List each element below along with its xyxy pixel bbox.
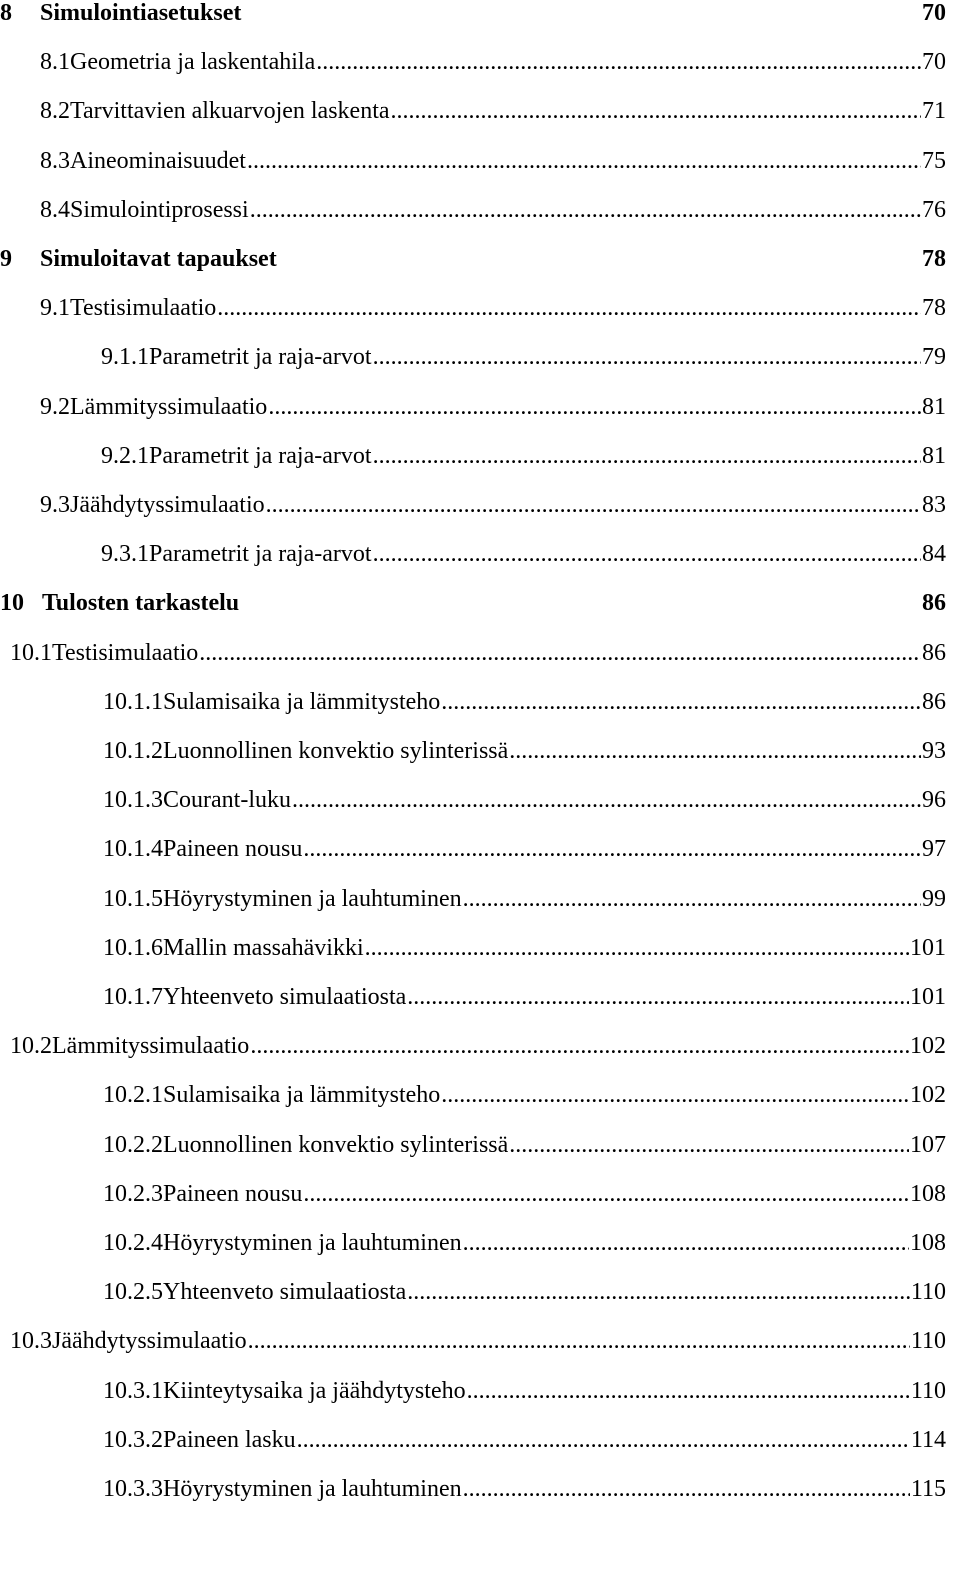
toc-entry-number: 10.2.2 bbox=[103, 1131, 163, 1158]
toc-entry-number: 10.3 bbox=[10, 1328, 52, 1355]
toc-entry[interactable] bbox=[103, 780, 946, 820]
toc-entry-number: 10 bbox=[0, 590, 24, 617]
toc-entry-title: Testisimulaatio bbox=[52, 639, 199, 666]
toc-entry-page: 101 bbox=[910, 984, 946, 1010]
toc-leader-dots bbox=[463, 1223, 909, 1263]
toc-entry-title: Mallin massahävikki bbox=[163, 934, 364, 961]
toc-entry-number: 10.2.4 bbox=[103, 1230, 163, 1256]
toc-entry-page: 114 bbox=[910, 1426, 946, 1453]
toc-entry-number: 10.1 bbox=[10, 639, 52, 666]
toc-entry-number: 9.1 bbox=[40, 295, 70, 322]
toc-entry[interactable] bbox=[101, 337, 946, 377]
toc-entry-number: 9.3.1 bbox=[101, 541, 149, 568]
toc-entry-number: 10.1.2 bbox=[103, 738, 163, 764]
toc-entry-page: 93 bbox=[922, 738, 946, 764]
toc-entry-title: Aineominaisuudet bbox=[70, 147, 246, 174]
toc-entry[interactable] bbox=[103, 977, 946, 1017]
toc-entry-title: Lämmityssimulaatio bbox=[52, 1033, 250, 1060]
toc-entry-number: 10.1.3 bbox=[103, 787, 163, 814]
toc-leader-dots bbox=[407, 1272, 910, 1312]
toc-entry[interactable] bbox=[40, 141, 946, 181]
toc-entry-number: 8.4 bbox=[40, 196, 70, 223]
toc-entry-number: 10.2.3 bbox=[103, 1180, 163, 1207]
toc-entry-number: 8 bbox=[0, 0, 12, 26]
toc-entry-page: 96 bbox=[922, 787, 946, 814]
toc-entry-page: 71 bbox=[922, 98, 946, 125]
toc-leader-dots bbox=[373, 534, 921, 574]
toc-entry-page: 110 bbox=[910, 1377, 946, 1404]
toc-leader-dots bbox=[441, 1075, 909, 1115]
toc-entry[interactable] bbox=[103, 1174, 946, 1214]
toc-entry-number: 9.2 bbox=[40, 393, 70, 420]
toc-entry-number: 9.3 bbox=[40, 492, 70, 518]
toc-entry[interactable] bbox=[101, 534, 946, 574]
toc-entry-number: 10.1.6 bbox=[103, 934, 163, 961]
toc-leader-dots bbox=[250, 1026, 909, 1066]
toc-entry-title: Simuloitavat tapaukset bbox=[40, 246, 277, 272]
toc-entry[interactable] bbox=[0, 239, 946, 279]
toc-entry-number: 10.1.7 bbox=[103, 984, 163, 1010]
toc-entry-page: 107 bbox=[910, 1131, 946, 1158]
toc-entry-title: Paineen nousu bbox=[163, 836, 303, 863]
toc-entry-title: Parametrit ja raja-arvot bbox=[149, 442, 372, 469]
toc-entry-title: Simulointiprosessi bbox=[70, 196, 249, 223]
toc-entry[interactable] bbox=[103, 731, 946, 771]
toc-entry-page: 115 bbox=[910, 1476, 946, 1502]
toc-leader-dots bbox=[441, 682, 921, 722]
toc-leader-dots bbox=[297, 1420, 910, 1460]
toc-entry[interactable] bbox=[103, 1223, 946, 1263]
toc-leader-dots bbox=[248, 1321, 910, 1361]
toc-leader-dots bbox=[463, 879, 921, 919]
toc-entry-page: 102 bbox=[910, 1082, 946, 1109]
toc-entry-page: 79 bbox=[922, 344, 946, 371]
toc-entry-page: 99 bbox=[922, 885, 946, 912]
toc-leader-dots bbox=[250, 190, 921, 230]
toc-leader-dots bbox=[268, 387, 921, 427]
toc-entry[interactable] bbox=[103, 1371, 946, 1411]
toc-entry-title: Sulamisaika ja lämmitysteho bbox=[163, 688, 441, 715]
toc-entry-page: 70 bbox=[922, 0, 946, 26]
toc-entry-page: 86 bbox=[922, 639, 946, 666]
toc-entry-page: 110 bbox=[910, 1279, 946, 1306]
toc-entry-page: 108 bbox=[910, 1230, 946, 1256]
toc-leader-dots bbox=[199, 633, 921, 673]
toc-entry-number: 9.2.1 bbox=[101, 442, 149, 469]
toc-entry-title: Höyrystyminen ja lauhtuminen bbox=[163, 1476, 462, 1502]
toc-entry-number: 8.1 bbox=[40, 49, 70, 76]
toc-entry-number: 10.3.3 bbox=[103, 1476, 163, 1502]
toc-leader-dots bbox=[303, 829, 921, 869]
toc-entry-number: 10.2 bbox=[10, 1033, 52, 1060]
toc-entry-page: 102 bbox=[910, 1033, 946, 1060]
toc-entry-title: Luonnollinen konvektio sylinterissä bbox=[163, 1131, 509, 1158]
toc-entry-number: 8.2 bbox=[40, 98, 70, 125]
toc-entry-page: 101 bbox=[910, 934, 946, 961]
toc-leader-dots bbox=[247, 141, 921, 181]
toc-entry-title: Höyrystyminen ja lauhtuminen bbox=[163, 1230, 462, 1256]
toc-entry[interactable] bbox=[103, 1125, 946, 1165]
toc-entry-page: 81 bbox=[922, 393, 946, 420]
toc-leader-dots bbox=[292, 780, 921, 820]
toc-entry[interactable] bbox=[40, 288, 946, 328]
toc-entry-page: 83 bbox=[922, 492, 946, 518]
toc-leader-dots bbox=[316, 42, 921, 82]
toc-entry-page: 86 bbox=[922, 688, 946, 715]
toc-entry-title: Paineen lasku bbox=[163, 1426, 296, 1453]
toc-entry[interactable] bbox=[10, 633, 946, 673]
toc-entry-title: Parametrit ja raja-arvot bbox=[149, 541, 372, 568]
toc-entry-title: Jäähdytyssimulaatio bbox=[70, 492, 265, 518]
toc-entry[interactable] bbox=[103, 1469, 946, 1509]
toc-entry[interactable] bbox=[40, 387, 946, 427]
toc-entry-number: 10.1.5 bbox=[103, 885, 163, 912]
toc-leader-dots bbox=[303, 1174, 909, 1214]
toc-entry-number: 9.1.1 bbox=[101, 344, 149, 371]
toc-entry[interactable] bbox=[0, 583, 946, 623]
toc-entry-page: 78 bbox=[922, 295, 946, 322]
toc-leader-dots bbox=[373, 436, 921, 476]
toc-entry-title: Paineen nousu bbox=[163, 1180, 303, 1207]
toc-entry[interactable] bbox=[0, 0, 946, 33]
toc-entry[interactable] bbox=[103, 879, 946, 919]
toc-leader-dots bbox=[365, 928, 909, 968]
toc-entry[interactable] bbox=[40, 42, 946, 82]
toc-entry-page: 78 bbox=[922, 246, 946, 272]
toc-entry-title: Testisimulaatio bbox=[70, 295, 217, 322]
toc-entry-number: 9 bbox=[0, 246, 12, 272]
toc-leader-dots bbox=[391, 91, 921, 131]
toc-entry-title: Tulosten tarkastelu bbox=[42, 590, 240, 617]
toc-entry-page: 70 bbox=[922, 49, 946, 76]
toc-entry-number: 8.3 bbox=[40, 147, 70, 174]
toc-entry-title: Yhteenveto simulaatiosta bbox=[163, 1279, 407, 1306]
toc-entry-number: 10.1.4 bbox=[103, 836, 163, 863]
toc-entry[interactable] bbox=[10, 1321, 946, 1361]
toc-entry[interactable] bbox=[10, 1026, 946, 1066]
toc-entry[interactable] bbox=[103, 829, 946, 869]
toc-entry-title: Kiinteytysaika ja jäähdytysteho bbox=[163, 1377, 466, 1404]
toc-entry-title: Sulamisaika ja lämmitysteho bbox=[163, 1082, 441, 1109]
toc-entry-number: 10.2.1 bbox=[103, 1082, 163, 1109]
toc-entry[interactable] bbox=[40, 190, 946, 230]
toc-entry-page: 97 bbox=[922, 836, 946, 863]
toc-entry-title: Höyrystyminen ja lauhtuminen bbox=[163, 885, 462, 912]
toc-entry-page: 75 bbox=[922, 147, 946, 174]
toc-leader-dots bbox=[467, 1371, 910, 1411]
toc-leader-dots bbox=[373, 337, 921, 377]
toc-leader-dots bbox=[266, 485, 921, 525]
toc-entry-page: 81 bbox=[922, 442, 946, 469]
toc-entry-title: Simulointiasetukset bbox=[40, 0, 242, 26]
toc-entry-title: Geometria ja laskentahila bbox=[70, 49, 316, 76]
toc-entry-number: 10.3.2 bbox=[103, 1426, 163, 1453]
toc-leader-dots bbox=[407, 977, 909, 1017]
toc-entry-number: 10.3.1 bbox=[103, 1377, 163, 1404]
toc-entry[interactable] bbox=[103, 682, 946, 722]
toc-entry-title: Parametrit ja raja-arvot bbox=[149, 344, 372, 371]
toc-entry-page: 76 bbox=[922, 196, 946, 223]
toc-entry-number: 10.2.5 bbox=[103, 1279, 163, 1306]
toc-entry-title: Courant-luku bbox=[163, 787, 291, 814]
toc-entry[interactable] bbox=[40, 91, 946, 131]
toc-entry-page: 108 bbox=[910, 1180, 946, 1207]
toc-entry-title: Tarvittavien alkuarvojen laskenta bbox=[70, 98, 390, 125]
toc-entry-page: 84 bbox=[922, 541, 946, 568]
toc-entry-title: Luonnollinen konvektio sylinterissä bbox=[163, 738, 509, 764]
toc-leader-dots bbox=[463, 1469, 910, 1509]
toc-entry[interactable] bbox=[103, 928, 946, 968]
toc-entry[interactable] bbox=[101, 436, 946, 476]
toc-leader-dots bbox=[217, 288, 921, 328]
toc-entry[interactable] bbox=[40, 485, 946, 525]
toc-entry-title: Lämmityssimulaatio bbox=[70, 393, 268, 420]
toc-entry-page: 110 bbox=[910, 1328, 946, 1355]
toc-entry-title: Yhteenveto simulaatiosta bbox=[163, 984, 407, 1010]
toc-entry-page: 86 bbox=[922, 590, 946, 617]
toc-entry-title: Jäähdytyssimulaatio bbox=[52, 1328, 247, 1355]
toc-entry[interactable] bbox=[103, 1272, 946, 1312]
toc-entry-number: 10.1.1 bbox=[103, 688, 163, 715]
toc-entry[interactable] bbox=[103, 1420, 946, 1460]
toc-entry[interactable] bbox=[103, 1075, 946, 1115]
toc-leader-dots bbox=[509, 731, 921, 771]
toc-leader-dots bbox=[509, 1125, 909, 1165]
